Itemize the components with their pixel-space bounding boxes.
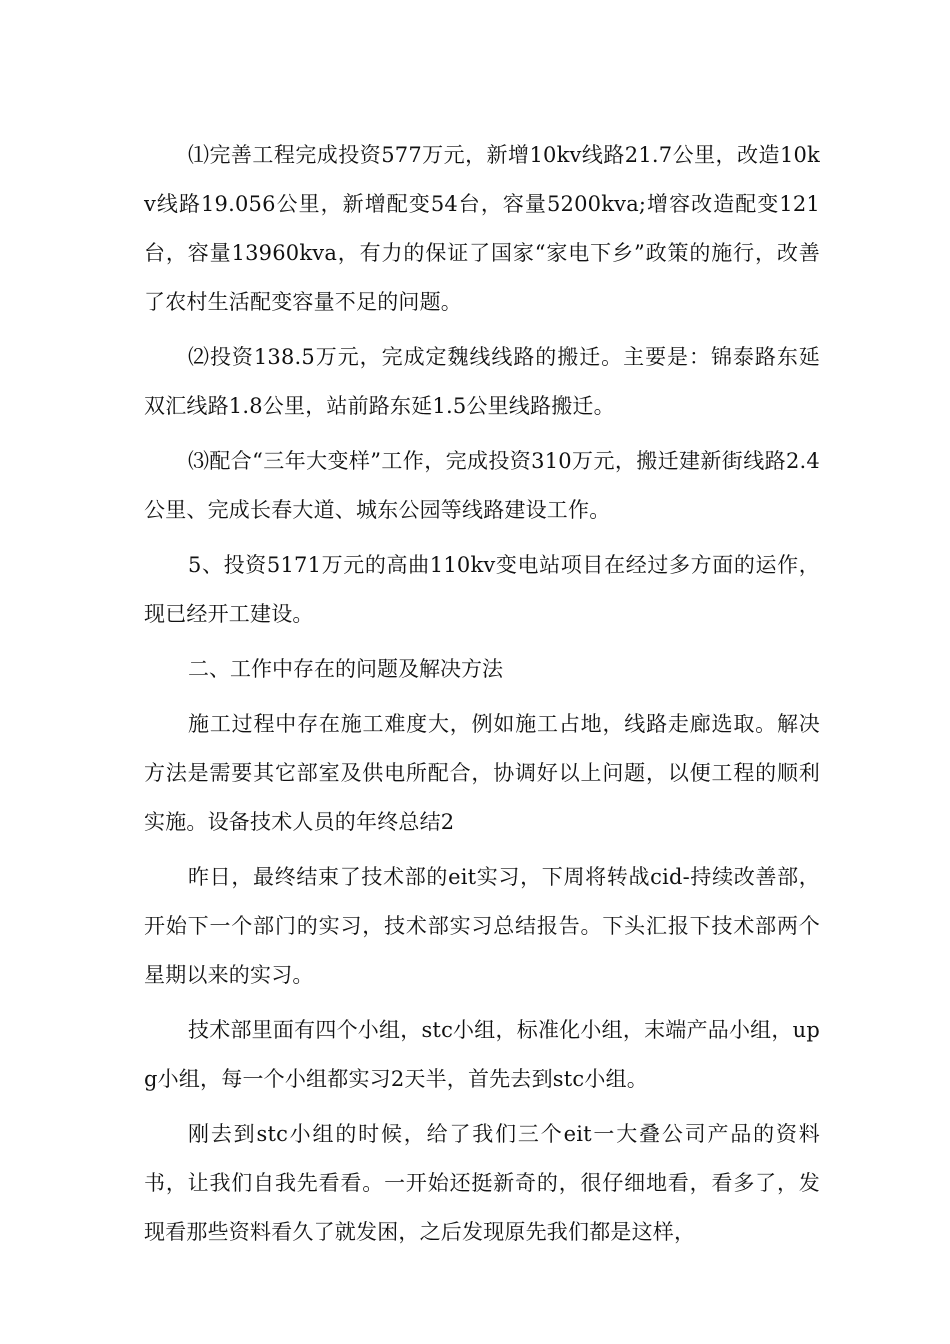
paragraph-item-3: ⑶配合“三年大变样”工作，完成投资310万元，搬迁建新街线路2.4公里、完成长春大道、城东公园等线路建设工作。 (144, 449, 820, 522)
paragraph-stc-group: 刚去到stc小组的时候，给了我们三个eit一大叠公司产品的资料书，让我们自我先看看。一开始还挺新奇的，很仔细地看，看多了，发现看那些资料看久了就发困，之后发现原先我们都是这样， (144, 1122, 820, 1244)
paragraph-internship-intro: 昨日，最终结束了技术部的eit实习，下周将转战cid-持续改善部，开始下一个部门的实习，技术部实习总结报告。下头汇报下技术部两个星期以来的实习。 (144, 865, 820, 987)
paragraph-problems: 施工过程中存在施工难度大，例如施工占地，线路走廊选取。解决方法是需要其它部室及供电所配合，协调好以上问题，以便工程的顺利实施。设备技术人员的年终总结2 (144, 712, 820, 834)
paragraph-item-2: ⑵投资138.5万元，完成定魏线线路的搬迁。主要是：锦泰路东延双汇线路1.8公里，站前路东延1.5公里线路搬迁。 (144, 345, 820, 418)
paragraph-groups: 技术部里面有四个小组，stc小组，标准化小组，末端产品小组，upg小组，每一个小组都实习2天半，首先去到stc小组。 (144, 1018, 820, 1091)
paragraph-item-5: 5、投资5171万元的高曲110kv变电站项目在经过多方面的运作，现已经开工建设。 (144, 553, 820, 626)
paragraph-item-1: ⑴完善工程完成投资577万元，新增10kv线路21.7公里，改造10kv线路19.056公里，新增配变54台，容量5200kva;增容改造配变121台，容量13960kva，有力的保证了国家“家电下乡”政策的施行，改善了农村生活配变容量不足的问题。 (144, 143, 820, 314)
document-body (144, 131, 820, 1263)
section-heading: 二、工作中存在的问题及解决方法 (188, 657, 503, 681)
